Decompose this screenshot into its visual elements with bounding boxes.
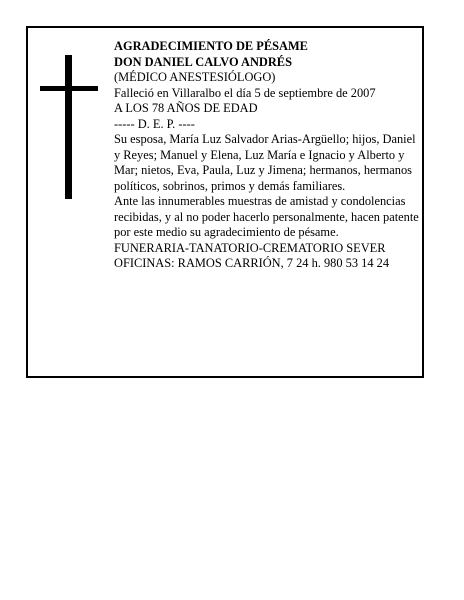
thanks-paragraph: Ante las innumerables muestras de amistad y condolencias recibidas, y al no poder hacerlo personalmente, hacen patente por este medio su agradecimiento de pésame. — [114, 194, 419, 239]
notice-heading: AGRADECIMIENTO DE PÉSAME — [114, 39, 308, 53]
deceased-name: DON DANIEL CALVO ANDRÉS — [114, 54, 292, 69]
age-line: A LOS 78 AÑOS DE EDAD — [114, 101, 258, 115]
death-date-line: Falleció en Villaralbo el día 5 de septiembre de 2007 — [114, 85, 376, 100]
obituary-notice — [26, 26, 424, 378]
notice-text — [114, 39, 424, 272]
cross-vertical-bar — [65, 55, 72, 199]
family-paragraph: Su esposa, María Luz Salvador Arias-Argüello; hijos, Daniel y Reyes; Manuel y Elena, Luz María e Ignacio y Alberto y Mar; nietos, Eva, Paula, Luz y Jimena; hermanos, hermanos políticos, sobrinos, primos y demás familiares. — [114, 132, 416, 193]
latin-cross-icon — [40, 55, 98, 199]
funeral-home: FUNERARIA-TANATORIO-CREMATORIO SEVER — [114, 240, 386, 255]
cross-horizontal-bar — [40, 86, 98, 91]
deceased-profession: (MÉDICO ANESTESIÓLOGO) — [114, 70, 276, 84]
rip-line: ----- D. E. P. ---- — [114, 116, 195, 131]
offices-contact: OFICINAS: RAMOS CARRIÓN, 7 24 h. 980 53 14 24 — [114, 256, 390, 270]
